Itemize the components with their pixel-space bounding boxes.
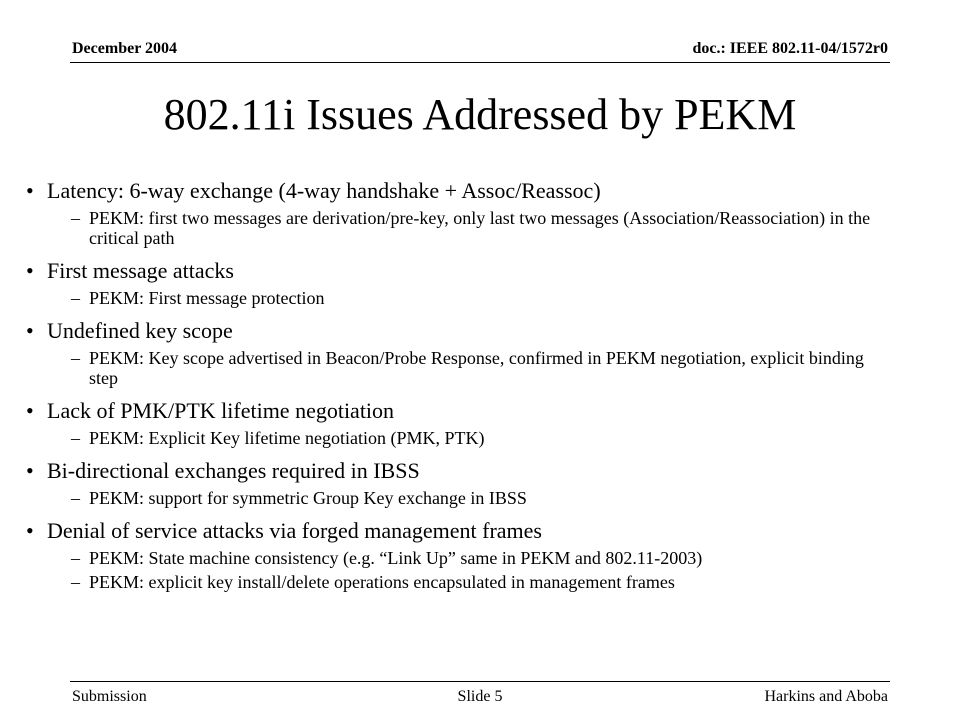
dash-icon: – xyxy=(71,428,80,448)
dash-icon: – xyxy=(71,548,80,568)
sub-bullet-item xyxy=(71,348,879,388)
footer-submission: Submission xyxy=(72,688,147,705)
header-doc-id: doc.: IEEE 802.11-04/1572r0 xyxy=(692,40,888,57)
bullet-dot-icon: • xyxy=(26,398,34,423)
sub-bullet-item xyxy=(71,548,879,568)
footer-slide-number: Slide 5 xyxy=(457,688,503,705)
bullet-text: Undefined key scope xyxy=(47,318,233,343)
footer-authors: Harkins and Aboba xyxy=(764,688,888,705)
bullet-dot-icon: • xyxy=(26,318,34,343)
bullet-text: Bi-directional exchanges required in IBSS xyxy=(47,458,420,483)
dash-icon: – xyxy=(71,348,80,368)
bullet-dot-icon: • xyxy=(26,458,34,483)
bullet-text: First message attacks xyxy=(47,258,234,283)
bullet-text: Lack of PMK/PTK lifetime negotiation xyxy=(47,398,395,423)
sub-bullet-text: PEKM: support for symmetric Group Key exchange in IBSS xyxy=(89,488,527,508)
bullet-item xyxy=(26,518,897,544)
sub-bullet-item xyxy=(71,428,879,448)
sub-bullet-item xyxy=(71,572,879,592)
slide-title: 802.11i Issues Addressed by PEKM xyxy=(163,90,797,139)
sub-bullet-text: PEKM: State machine consistency (e.g. “Link Up” same in PEKM and 802.11-2003) xyxy=(89,548,703,568)
dash-icon: – xyxy=(71,208,80,228)
dash-icon: – xyxy=(71,488,80,508)
sub-bullet-text: PEKM: explicit key install/delete operations encapsulated in management frames xyxy=(89,572,675,592)
bullet-text: Latency: 6-way exchange (4-way handshake + Assoc/Reassoc) xyxy=(47,178,601,203)
footer-rule xyxy=(70,681,890,682)
header-date: December 2004 xyxy=(72,40,177,57)
sub-bullet-text: PEKM: First message protection xyxy=(89,288,325,308)
bullet-item xyxy=(26,258,897,284)
dash-icon: – xyxy=(71,572,80,592)
bullet-item xyxy=(26,398,897,424)
sub-bullet-text: PEKM: Explicit Key lifetime negotiation (PMK, PTK) xyxy=(89,428,485,448)
bullet-item xyxy=(26,318,897,344)
bullet-dot-icon: • xyxy=(26,178,34,203)
slide-content xyxy=(0,178,960,592)
header-rule xyxy=(70,62,890,63)
bullet-item xyxy=(26,458,897,484)
dash-icon: – xyxy=(71,288,80,308)
bullet-dot-icon: • xyxy=(26,258,34,283)
sub-bullet-item xyxy=(71,288,879,308)
sub-bullet-item xyxy=(71,488,879,508)
bullet-item xyxy=(26,178,897,204)
bullet-dot-icon: • xyxy=(26,518,34,543)
bullet-text: Denial of service attacks via forged management frames xyxy=(47,518,542,543)
sub-bullet-text: PEKM: first two messages are derivation/pre-key, only last two messages (Association/Reassociation) in the critical path xyxy=(89,208,871,248)
sub-bullet-text: PEKM: Key scope advertised in Beacon/Probe Response, confirmed in PEKM negotiation, explicit binding step xyxy=(89,348,864,388)
sub-bullet-item xyxy=(71,208,879,248)
